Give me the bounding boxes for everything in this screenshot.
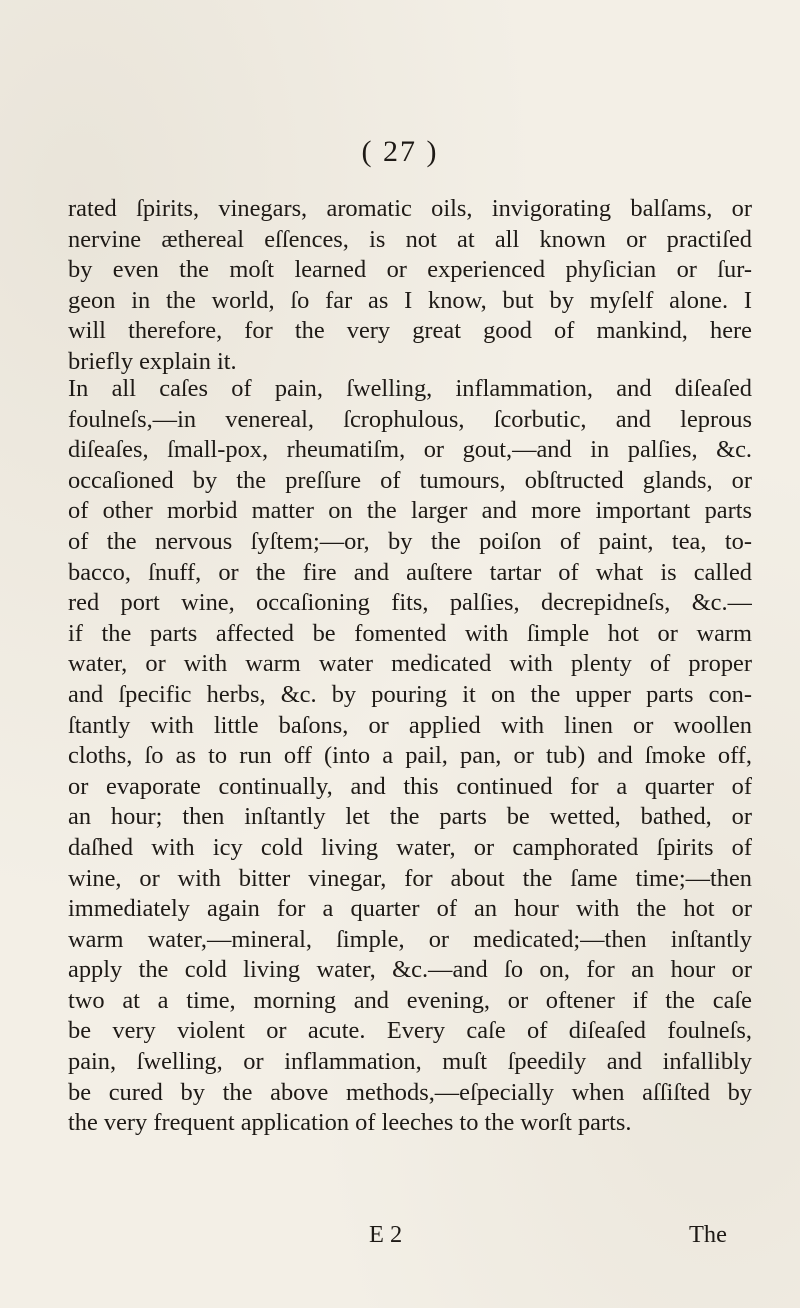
- text-line: ſtantly with little baſons, or applied with linen or woollen: [68, 711, 752, 739]
- text-line: nervine æthereal eſſences, is not at all known or practiſed: [68, 225, 752, 253]
- text-line: bacco, ſnuff, or the fire and auſtere tartar of what is called: [68, 558, 752, 586]
- text-line: be cured by the above methods,—eſpecially when aſſiſted by: [68, 1078, 752, 1106]
- text-line: the very frequent application of leeches to the worſt parts.: [68, 1109, 632, 1137]
- text-line: of the nervous ſyſtem;—or, by the poiſon of paint, tea, to-: [68, 527, 752, 555]
- text-line: diſeaſes, ſmall-pox, rheumatiſm, or gout,—and in palſies, &c.: [68, 436, 752, 464]
- text-line: an hour; then inſtantly let the parts be wetted, bathed, or: [68, 803, 752, 831]
- paragraph-2: [68, 374, 752, 1139]
- text-line: occaſioned by the preſſure of tumours, obſtructed glands, or: [68, 466, 752, 494]
- text-line: if the parts affected be fomented with ſimple hot or warm: [68, 619, 752, 647]
- text-line: rated ſpirits, vinegars, aromatic oils, invigorating balſams, or: [68, 195, 752, 222]
- text-line: be very violent or acute. Every caſe of diſeaſed foulneſs,: [68, 1017, 752, 1045]
- text-line: water, or with warm water medicated with plenty of proper: [68, 650, 752, 678]
- text-line: warm water,—mineral, ſimple, or medicated;—then inſtantly: [68, 925, 752, 953]
- text-line: briefly explain it.: [68, 347, 237, 375]
- page-number: ( 27 ): [361, 135, 439, 168]
- text-line: apply the cold living water, &c.—and ſo on, for an hour or: [68, 956, 752, 984]
- text-line: wine, or with bitter vinegar, for about the ſame time;—then: [68, 864, 752, 892]
- text-line: pain, ſwelling, or inflammation, muſt ſpeedily and infallibly: [68, 1048, 752, 1076]
- text-line: and ſpecific herbs, &c. by pouring it on the upper parts con-: [68, 680, 752, 708]
- paragraph-1: [68, 194, 752, 378]
- catchword: The: [689, 1221, 727, 1248]
- signature-mark: E 2: [369, 1221, 403, 1248]
- text-line: two at a time, morning and evening, or oftener if the caſe: [68, 986, 752, 1014]
- text-line: immediately again for a quarter of an hour with the hot or: [68, 895, 752, 923]
- text-line: cloths, ſo as to run off (into a pail, pan, or tub) and ſmoke off,: [68, 742, 752, 770]
- text-line: of other morbid matter on the larger and more important parts: [68, 497, 752, 525]
- text-line: or evaporate continually, and this continued for a quarter of: [68, 772, 752, 800]
- text-line: will therefore, for the very great good of mankind, here: [68, 317, 752, 345]
- text-line: foulneſs,—in venereal, ſcrophulous, ſcorbutic, and leprous: [68, 405, 752, 433]
- text-line: red port wine, occaſioning fits, palſies, decrepidneſs, &c.—: [68, 589, 752, 617]
- text-line: by even the moſt learned or experienced phyſician or ſur-: [68, 256, 752, 284]
- page-footer: [0, 1221, 800, 1255]
- text-line: geon in the world, ſo far as I know, but by myſelf alone. I: [68, 286, 752, 314]
- text-line: daſhed with icy cold living water, or camphorated ſpirits of: [68, 833, 752, 861]
- text-line: In all caſes of pain, ſwelling, inflammation, and diſeaſed: [68, 375, 752, 402]
